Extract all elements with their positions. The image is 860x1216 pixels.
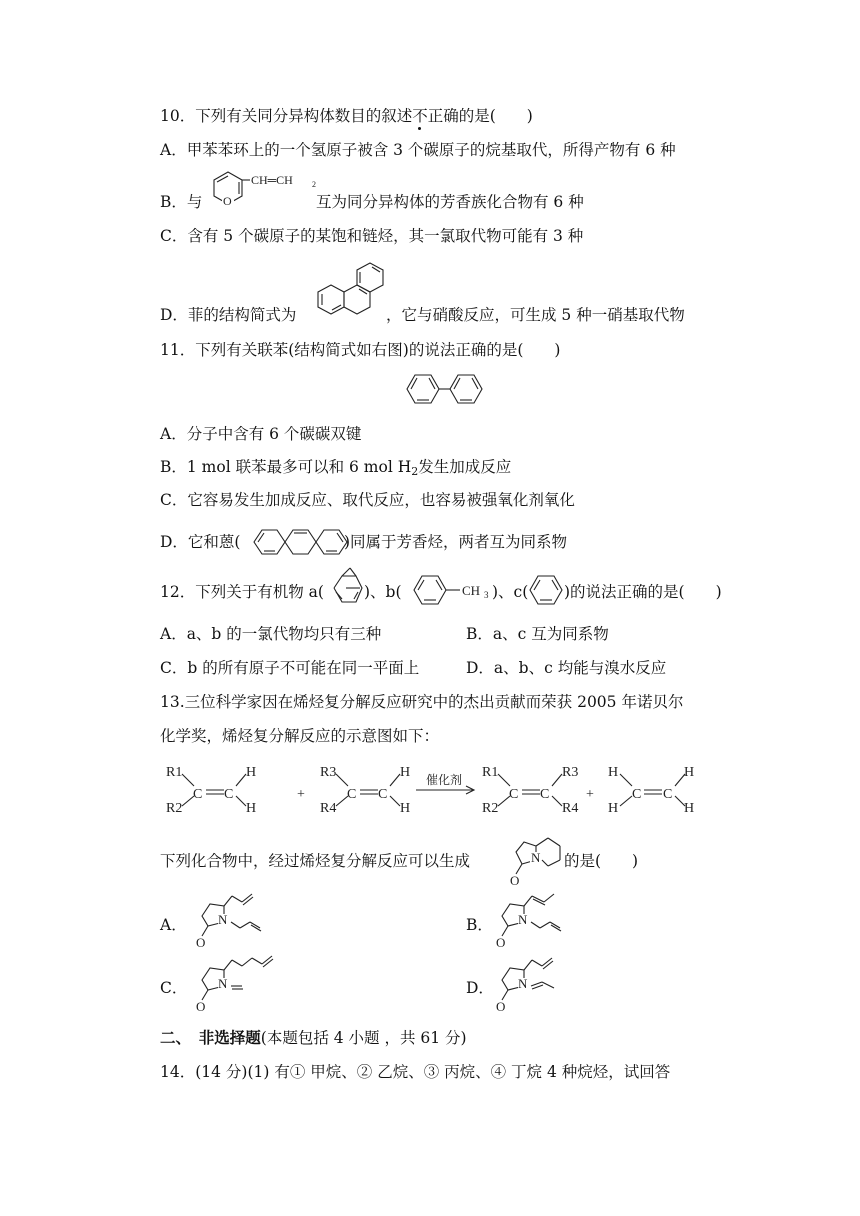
svg-text:O: O xyxy=(196,999,206,1014)
svg-text:N: N xyxy=(518,912,528,927)
metathesis-scheme xyxy=(160,756,720,826)
svg-text:H: H xyxy=(400,801,411,816)
q11-option-b-sub: 2 xyxy=(411,465,419,478)
q10-stem-a: 10．下列有关同分异构体数目的叙述 xyxy=(160,107,413,125)
q14-stem: 14．(14 分)(1) 有① 甲烷、② 乙烷、③ 丙烷、④ 丁烷 4 种烷烃，试回答 xyxy=(160,1063,671,1081)
q12-stem-d: )的说法正确的是( ) xyxy=(564,583,722,601)
svg-text:C: C xyxy=(224,787,234,802)
q11-option-b-end: 发生加成反应 xyxy=(418,458,512,476)
svg-text:C: C xyxy=(378,787,388,802)
toluene-sub: 3 xyxy=(484,590,489,600)
section-2-header xyxy=(160,1028,467,1048)
svg-text:R4: R4 xyxy=(562,801,579,816)
svg-text:H: H xyxy=(400,765,411,780)
svg-text:R4: R4 xyxy=(320,801,337,816)
svg-text:O: O xyxy=(496,999,506,1014)
svg-text:O: O xyxy=(510,873,520,888)
svg-text:R3: R3 xyxy=(320,765,337,780)
q13-option-a-structure xyxy=(196,890,276,950)
svg-text:C: C xyxy=(193,787,203,802)
svg-text:R2: R2 xyxy=(166,801,183,816)
q10-option-d-pre: D．菲的结构简式为 xyxy=(160,306,297,324)
q11-option-d-post: )同属于芳香烃，两者互为同系物 xyxy=(344,533,568,551)
q13-option-a-label: A． xyxy=(160,916,187,934)
q12-option-d: D．a、b、c 均能与溴水反应 xyxy=(466,659,667,677)
svg-text:C: C xyxy=(509,787,519,802)
q13-question-pre: 下列化合物中，经过烯烃复分解反应可以生成 xyxy=(160,852,471,870)
q10-vinyl-sub: 2 xyxy=(312,180,316,189)
svg-text:C: C xyxy=(663,787,673,802)
q13-option-c-structure xyxy=(196,952,286,1014)
q10-option-b-pre: B．与 xyxy=(160,193,203,211)
q13-option-b-label: B． xyxy=(466,916,493,934)
svg-text:N: N xyxy=(518,976,528,991)
svg-text:H: H xyxy=(608,801,619,816)
svg-text:R3: R3 xyxy=(562,765,579,780)
q10-stem-b: 正确的是( ) xyxy=(427,107,533,125)
q11-option-a: A．分子中含有 6 个碳碳双键 xyxy=(160,425,362,443)
q10-stem-emph: 不 xyxy=(412,107,428,125)
q13-stem-2: 化学奖，烯烃复分解反应的示意图如下： xyxy=(160,727,440,745)
q12-stem-b: )、b( xyxy=(364,583,402,601)
q11-option-c: C．它容易发生加成反应、取代反应，也容易被强氧化剂氧化 xyxy=(160,491,575,509)
section-2-note: (本题包括 4 小题 ，共 61 分) xyxy=(260,1029,467,1047)
anthracene-structure xyxy=(250,524,350,560)
svg-text:R1: R1 xyxy=(166,765,183,780)
q10-option-b-post: 互为同分异构体的芳香族化合物有 6 种 xyxy=(316,193,584,211)
benzene-structure xyxy=(526,572,568,612)
q12-option-b: B．a、c 互为同系物 xyxy=(466,625,609,643)
q12-option-a: A．a、b 的一氯代物均只有三种 xyxy=(160,625,382,643)
svg-text:N: N xyxy=(531,850,541,865)
q13-option-d-structure xyxy=(496,952,576,1014)
q11-option-d-pre: D．它和蒽( xyxy=(160,533,241,551)
indolizidinone-structure xyxy=(510,832,570,888)
q13-stem-1: 13.三位科学家因在烯烃复分解反应研究中的杰出贡献而荣获 2005 年诺贝尔 xyxy=(160,693,684,711)
svg-text:+: + xyxy=(297,787,305,802)
q10-vinyl: CH═CH xyxy=(251,173,293,187)
q10-option-c: C．含有 5 个碳原子的某饱和链烃，其一氯取代物可能有 3 种 xyxy=(160,227,584,245)
q12-stem-c: )、c( xyxy=(492,583,529,601)
section-2-title: 二、 非选择题 xyxy=(160,1028,261,1047)
svg-text:催化剂: 催化剂 xyxy=(426,773,463,787)
q11-option-b-text: B．1 mol 联苯最多可以和 6 mol H xyxy=(160,458,412,476)
svg-text:H: H xyxy=(608,765,619,780)
phenanthrene-structure xyxy=(312,256,392,324)
q11-stem: 11．下列有关联苯(结构简式如右图)的说法正确的是( ) xyxy=(160,341,561,359)
biphenyl-structure xyxy=(402,370,492,410)
q13-option-b-structure xyxy=(496,890,576,950)
q10-stem xyxy=(160,106,533,126)
svg-text:C: C xyxy=(347,787,357,802)
svg-text:O: O xyxy=(196,935,206,950)
q10-option-a: A．甲苯苯环上的一个氢原子被含 3 个碳原子的烷基取代，所得产物有 6 种 xyxy=(160,141,676,159)
svg-text:O: O xyxy=(496,935,506,950)
q12-stem-a: 12．下列关于有机物 a( xyxy=(160,583,324,601)
q13-question-post: 的是( ) xyxy=(564,852,639,870)
svg-text:H: H xyxy=(246,801,257,816)
svg-text:H: H xyxy=(246,765,257,780)
q10-pyran-o: O xyxy=(223,194,232,208)
svg-text:H: H xyxy=(684,765,695,780)
svg-text:C: C xyxy=(540,787,550,802)
svg-text:R1: R1 xyxy=(482,765,499,780)
svg-text:R2: R2 xyxy=(482,801,499,816)
q11-option-b xyxy=(160,457,511,482)
q10-option-d-post: ，它与硝酸反应，可生成 5 种一硝基取代物 xyxy=(386,306,685,324)
svg-text:N: N xyxy=(218,912,228,927)
toluene-ch: CH xyxy=(462,583,481,598)
svg-text:C: C xyxy=(632,787,642,802)
q12-option-c: C．b 的所有原子不可能在同一平面上 xyxy=(160,659,420,677)
svg-text:H: H xyxy=(684,801,695,816)
svg-text:N: N xyxy=(218,976,228,991)
q13-option-c-label: C． xyxy=(160,979,188,997)
svg-text:+: + xyxy=(586,787,594,802)
q13-option-d-label: D． xyxy=(466,979,494,997)
